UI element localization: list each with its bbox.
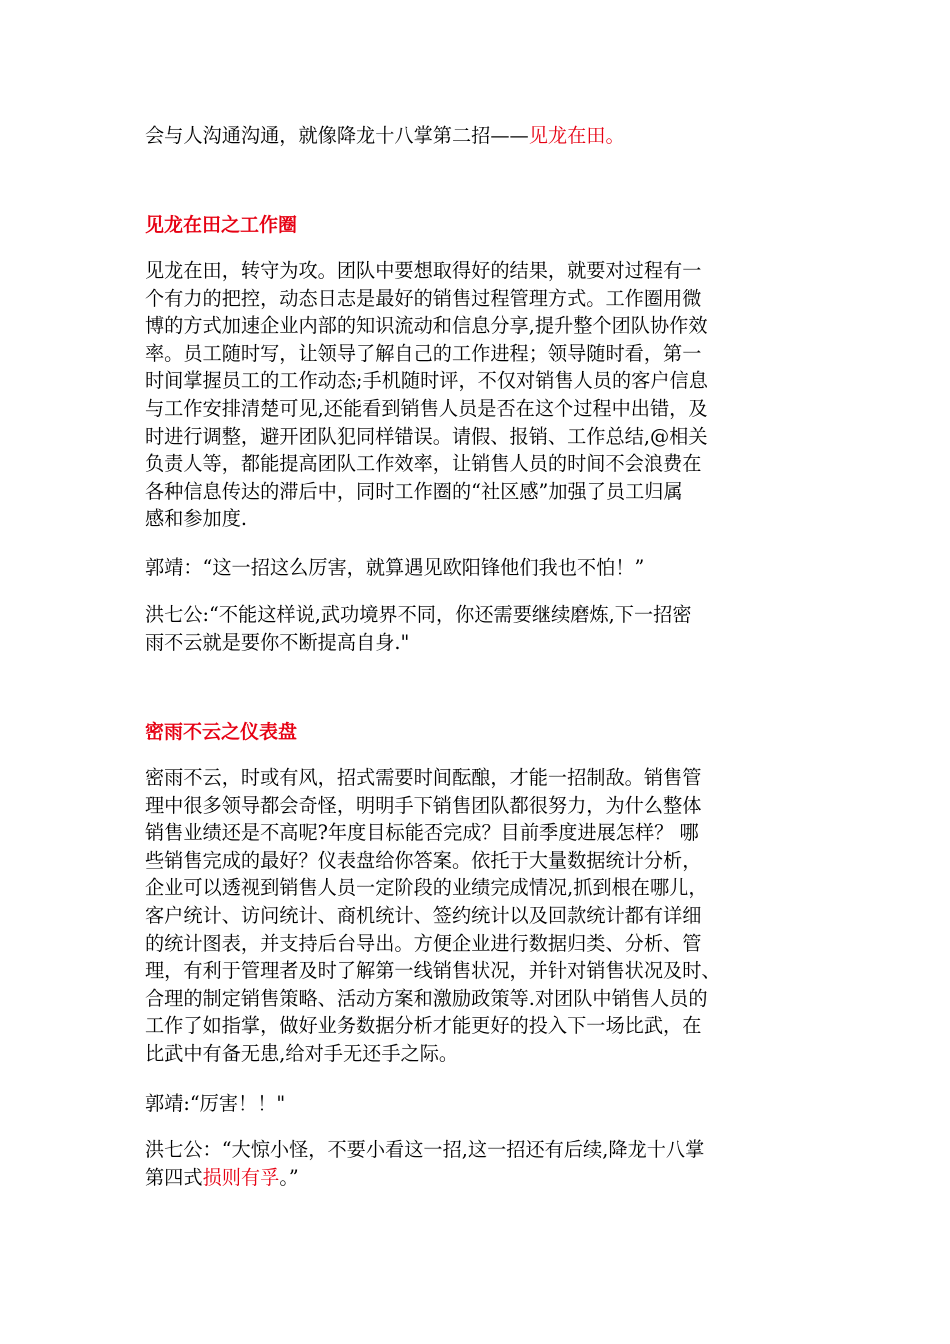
- dialogue-guojing-1: [145, 554, 810, 582]
- paragraph-line: 见龙在田，转守为攻。团队中要想取得好的结果，就要对过程有一: [145, 259, 702, 282]
- paragraph-line: 客户统计、访问统计、商机统计、签约统计以及回款统计都有详细: [145, 903, 702, 927]
- section1-paragraph: [145, 257, 810, 533]
- paragraph-line: 个有力的把控，动态日志是最好的销售过程管理方式。工作圈用微: [145, 286, 702, 310]
- opening-highlight: 见龙在田。: [528, 124, 625, 147]
- dialogue-line: 洪七公：“大惊小怪，不要小看这一招,这一招还有后续,降龙十八掌: [145, 1138, 705, 1161]
- paragraph-line: 与工作安排清楚可见,还能看到销售人员是否在这个过程中出错，及: [145, 396, 708, 420]
- paragraph-line: 理中很多领导都会奇怪，明明手下销售团队都很努力，为什么整体: [145, 793, 702, 817]
- paragraph-line: 感和参加度.: [145, 507, 248, 531]
- paragraph-line: 理，有利于管理者及时了解第一线销售状况，并针对销售状况及时、: [145, 959, 721, 983]
- paragraph-line: 率。员工随时写，让领导了解自己的工作进程；领导随时看，第一: [145, 341, 702, 365]
- paragraph-line: 负责人等，都能提高团队工作效率，让销售人员的时间不会浪费在: [145, 452, 702, 476]
- paragraph-line: 时间掌握员工的工作动态;手机随时评，不仅对销售人员的客户信息: [145, 369, 708, 393]
- dialogue-line: 洪七公:“不能这样说,武功境界不同，你还需要继续磨炼,下一招密: [145, 603, 692, 626]
- paragraph-line: 些销售完成的最好？仪表盘给你答案。依托于大量数据统计分析，: [145, 848, 702, 872]
- paragraph-line: 的统计图表，并支持后台导出。方便企业进行数据归类、分析、管: [145, 931, 702, 955]
- dialogue-hongqigong-1: [145, 601, 810, 656]
- section-heading-dashboard: 密雨不云之仪表盘: [145, 721, 298, 743]
- paragraph-line: 各种信息传达的滞后中，同时工作圈的“社区感”加强了员工归属: [145, 479, 683, 503]
- paragraph-line: 销售业绩还是不高呢?年度目标能否完成？目前季度进展怎样？ 哪: [145, 821, 699, 845]
- paragraph-line: 比武中有备无患,给对手无还手之际。: [145, 1041, 459, 1065]
- section2-paragraph: [145, 764, 810, 1068]
- paragraph-line: 博的方式加速企业内部的知识流动和信息分享,提升整个团队协作效: [145, 314, 708, 338]
- dialogue-line-with-highlight: [145, 1164, 810, 1192]
- dialogue-line: 郭靖:“厉害！！": [145, 1092, 286, 1115]
- dialogue-prefix: 第四式: [145, 1165, 203, 1189]
- dialogue-hongqigong-2: [145, 1136, 810, 1191]
- opening-text: 会与人沟通沟通，就像降龙十八掌第二招——: [145, 124, 529, 147]
- dialogue-line: 郭靖：“这一招这么厉害，就算遇见欧阳锋他们我也不怕！”: [145, 556, 645, 579]
- dialogue-guojing-2: [145, 1090, 810, 1118]
- paragraph-line: 时进行调整，避开团队犯同样错误。请假、报销、工作总结,@相关: [145, 424, 708, 448]
- opening-paragraph: [145, 122, 810, 150]
- dialogue-line: 雨不云就是要你不断提高自身.": [145, 630, 410, 654]
- section-heading-workcircle: 见龙在田之工作圈: [145, 214, 298, 236]
- paragraph-line: 合理的制定销售策略、活动方案和激励政策等.对团队中销售人员的: [145, 986, 708, 1010]
- dialogue-suffix: 。”: [279, 1165, 299, 1189]
- paragraph-line: 企业可以透视到销售人员一定阶段的业绩完成情况,抓到根在哪儿，: [145, 876, 708, 900]
- paragraph-line: 工作了如指掌，做好业务数据分析才能更好的投入下一场比武，在: [145, 1014, 702, 1038]
- paragraph-line: 密雨不云，时或有风，招式需要时间酝酿，才能一招制敌。销售管: [145, 766, 702, 789]
- move-name-highlight: 损则有孚: [202, 1165, 280, 1189]
